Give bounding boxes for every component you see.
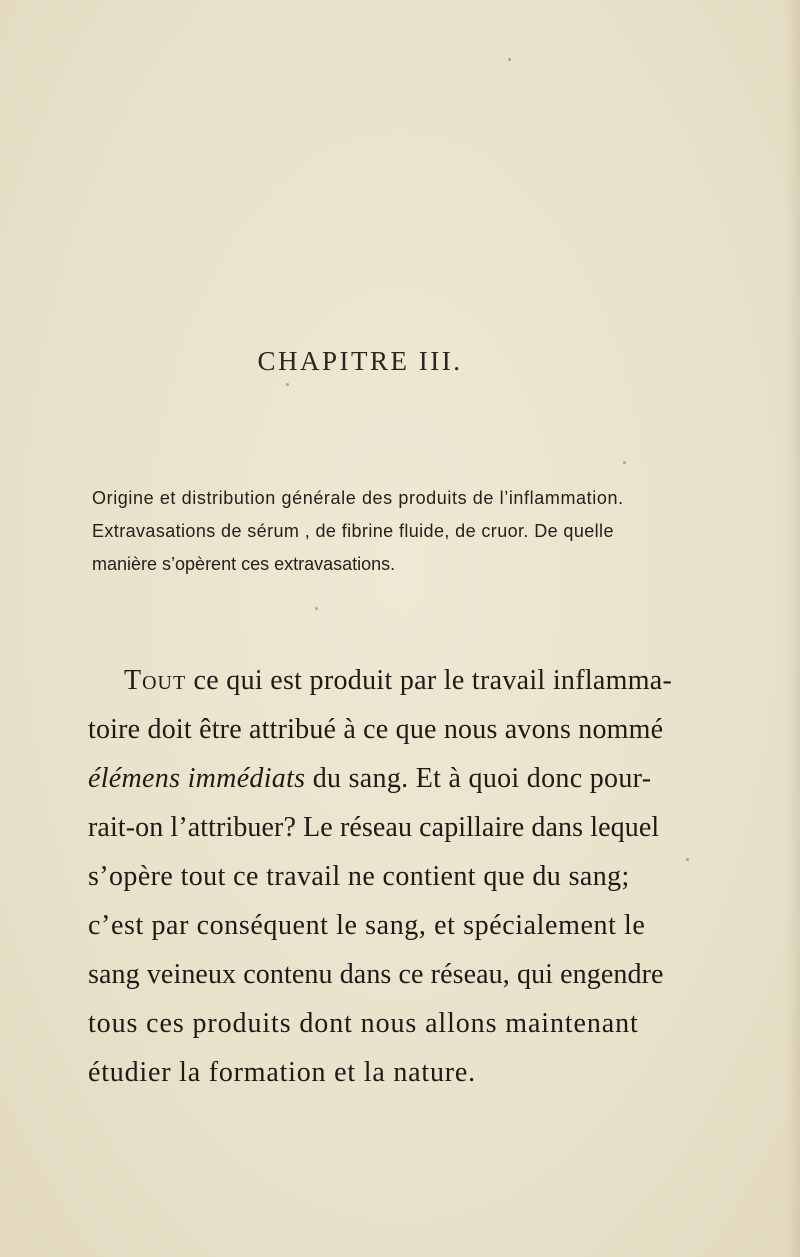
- initial-word: Tout: [124, 665, 187, 696]
- summary-line: Extravasations de sérum , de fibrine fluide, de cruor. De quelle: [92, 521, 614, 541]
- emphasized-term: élémens immédiats: [88, 763, 306, 794]
- body-line: tous ces produits dont nous allons maintenant: [88, 1008, 639, 1039]
- body-line: rait-on l’attribuer? Le réseau capillaire dans lequel: [88, 812, 660, 843]
- body-line-text: ce qui est produit par le travail inflamma-: [186, 665, 673, 696]
- body-line: sang veineux contenu dans ce réseau, qui engendre: [88, 959, 664, 990]
- paper-speck: [623, 461, 626, 464]
- body-line-text: du sang. Et à quoi donc pour-: [305, 763, 652, 794]
- paper-speck: [315, 607, 318, 610]
- chapter-summary: [92, 482, 742, 581]
- summary-line: Origine et distribution générale des produits de l’inflammation.: [92, 488, 624, 508]
- body-line: [88, 754, 748, 803]
- paper-speck: [286, 383, 289, 386]
- body-line: c’est par conséquent le sang, et spécialement le: [88, 910, 646, 941]
- paper-speck: [508, 58, 511, 61]
- body-line: toire doit être attribué à ce que nous avons nommé: [88, 714, 664, 745]
- body-paragraph: [88, 656, 748, 1097]
- body-line: s’opère tout ce travail ne contient que du sang;: [88, 861, 630, 892]
- summary-line: manière s’opèrent ces extravasations.: [92, 554, 396, 574]
- body-line: [88, 656, 748, 705]
- body-line: étudier la formation et la nature.: [88, 1057, 476, 1088]
- page-edge-shadow: [786, 0, 800, 1257]
- chapter-title: CHAPITRE III.: [257, 346, 463, 376]
